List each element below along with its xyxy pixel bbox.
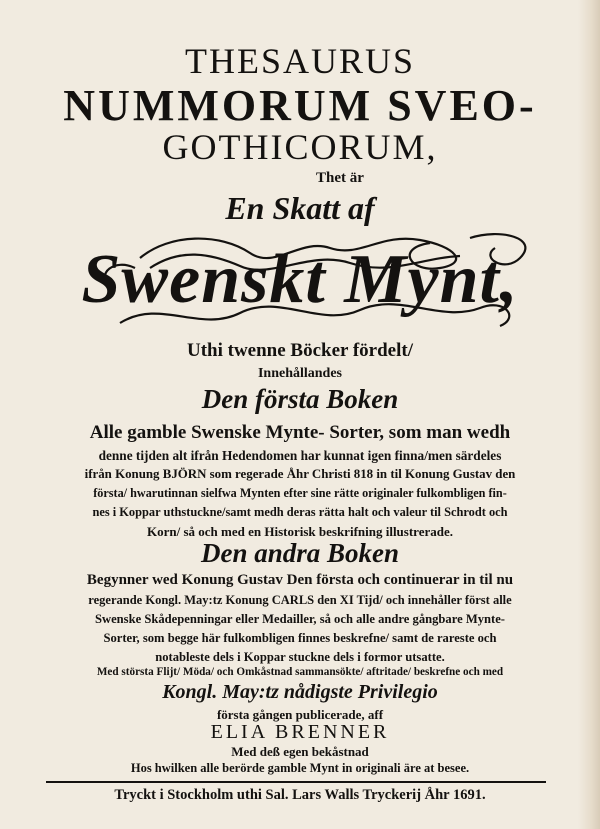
- imprint-line-2: Kongl. May:tz nådigste Privilegio: [162, 681, 438, 703]
- book1-line-1: Alle gamble Swenske Mynte- Sorter, som man wedh: [89, 422, 511, 443]
- title-swenskt-mynt: Swenskt Mynt,: [81, 241, 519, 318]
- book2-line-3: Swenske Skådepenningar eller Medailler, så och alle andre gångbare Mynte-: [94, 612, 505, 626]
- title-line-2: NUMMORUM SVEO-: [63, 81, 537, 130]
- imprint-printer: Tryckt i Stockholm uthi Sal. Lars Walls Tryckerij Åhr 1691.: [114, 787, 486, 803]
- book1-line-2: denne tijden alt ifrån Hedendomen har kunnat igen finna/men särdeles: [98, 448, 502, 463]
- book1-line-6: Korn/ så och med en Historisk beskrifning illustrerade.: [147, 524, 453, 539]
- book1-line-4: första/ hwarutinnan sielfwa Mynten efter sine rätte originaler fulkombligen fin-: [93, 486, 507, 500]
- book1-heading: Den första Boken: [201, 384, 399, 414]
- imprint-line-1: Med största Flijt/ Möda/ och Omkåstnad sammansökte/ aftritade/ beskrefne och med: [96, 666, 504, 678]
- book1-line-5: nes i Koppar uthstuckne/samt medh deras rätta halt och valeur til Schrodt och: [92, 505, 508, 519]
- book1-line-3: ifrån Konung BJÖRN som regerade Åhr Christi 818 in til Konung Gustav den: [84, 467, 516, 481]
- book2-line-1: Begynner wed Konung Gustav Den första och continuerar in til nu: [86, 572, 514, 588]
- title-line-1: THESAURUS: [184, 41, 416, 81]
- subtitle-line-2: Innehållandes: [257, 366, 343, 381]
- imprint-line-6: Hos hwilken alle berörde gamble Mynt in originali äre at besee.: [130, 761, 470, 775]
- title-en-skatt: En Skatt af: [225, 190, 375, 226]
- imprint-line-3: första gången publicerade, aff: [216, 707, 384, 722]
- book2-line-4: Sorter, som begge här fulkombligen finnes beskrefne/ samt de rareste och: [103, 631, 497, 645]
- divider-rule: [46, 781, 546, 783]
- imprint-author: ELIA BRENNER: [210, 721, 390, 743]
- subtitle-line-1: Uthi twenne Böcker fördelt/: [186, 340, 414, 361]
- book2-line-5: notableste dels i Koppar stuckne dels i formor utsatte.: [155, 650, 445, 664]
- book2-heading: Den andra Boken: [200, 538, 400, 568]
- title-line-3: GOTHICORUM,: [162, 127, 438, 167]
- title-thet-ar: Thet är: [316, 170, 364, 186]
- imprint-line-5: Med deß egen bekåstnad: [231, 744, 369, 759]
- book2-line-2: regerande Kongl. May:tz Konung CARLS den XI Tijd/ och innehåller först alle: [88, 593, 512, 607]
